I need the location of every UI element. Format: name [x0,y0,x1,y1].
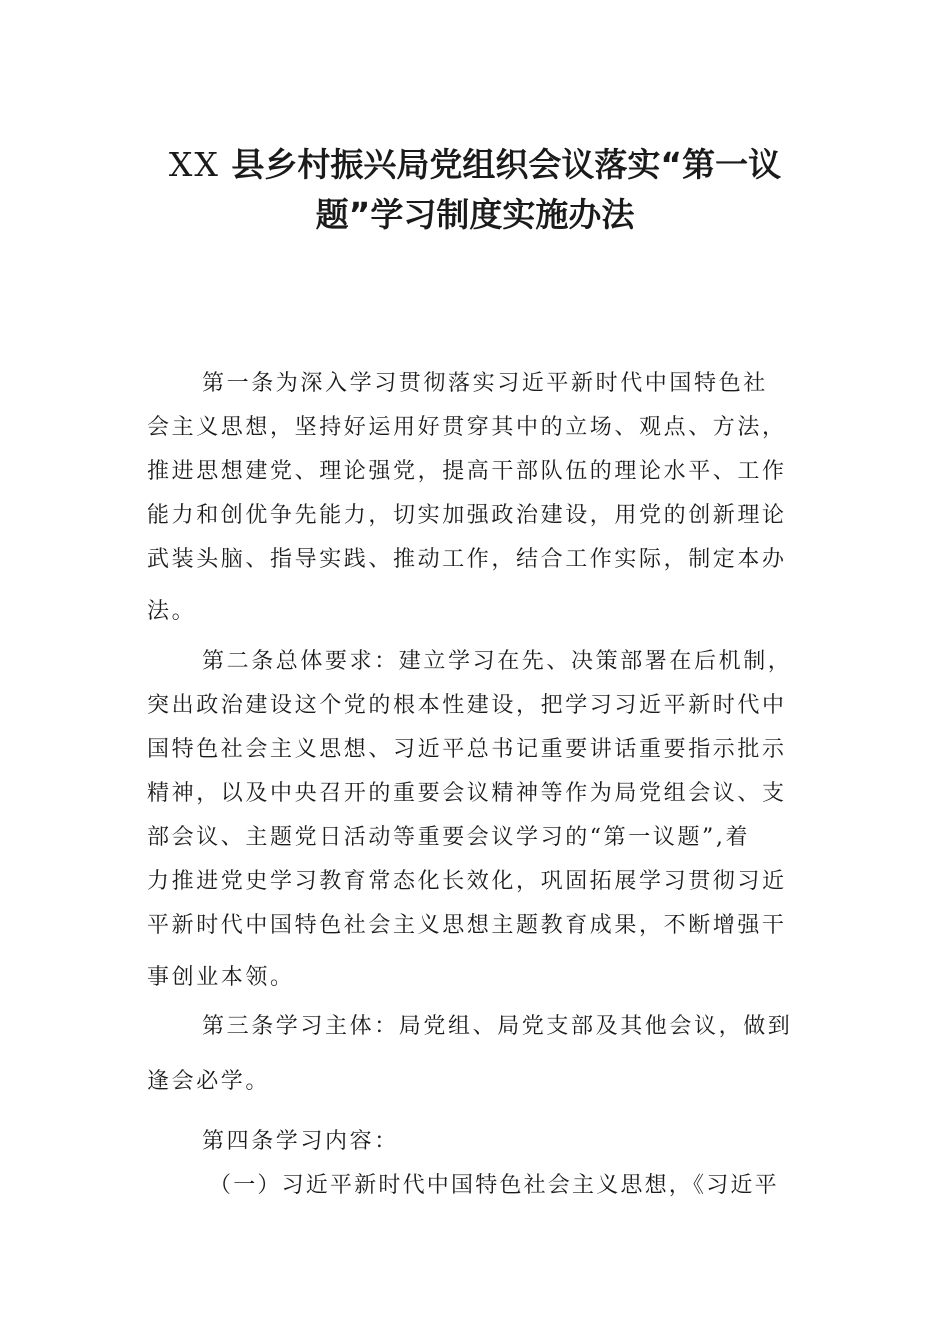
paragraph-line: 武装头脑、指导实践、推动工作，结合工作实际，制定本办 [147,547,787,572]
article-3-paragraph [147,1005,807,1104]
title-line-1-text: 县乡村振兴局党组织会议落实“第一议 [219,145,782,184]
paragraph-line: 突出政治建设这个党的根本性建设，把学习习近平新时代中 [147,693,787,718]
document-title-line-2: 题”学习制度实施办法 [315,195,635,234]
paragraph-line: 精神，以及中央召开的重要会议精神等作为局党组会议、支 [147,781,787,806]
paragraph-line: 第二条总体要求：建立学习在先、决策部署在后机制， [202,649,793,674]
paragraph-line: 平新时代中国特色社会主义思想主题教育成果，不断增强干 [147,913,787,938]
paragraph-line: 事创业本领。 [147,965,295,990]
paragraph-line: 力推进党史学习教育常态化长效化，巩固拓展学习贯彻习近 [147,869,787,894]
document-title-line-1 [120,140,830,190]
paragraph-line: 推进思想建党、理论强党，提高干部队伍的理论水平、工作 [147,459,787,484]
paragraph-line: 第三条学习主体：局党组、局党支部及其他会议，做到 [202,1014,793,1039]
paragraph-line: 部会议、主题党日活动等重要会议学习的“第一议题”,着 [147,825,751,850]
paragraph-line: 逢会必学。 [147,1069,271,1094]
paragraph-line: 能力和创优争先能力，切实加强政治建设，用党的创新理论 [147,503,787,528]
paragraph-line: 法。 [147,599,197,624]
article-4-heading: 第四条学习内容： [202,1129,399,1154]
title-county-placeholder: XX [168,145,220,184]
paragraph-line: 会主义思想，坚持好运用好贯穿其中的立场、观点、方法， [147,415,787,440]
article-1-paragraph [147,362,807,634]
paragraph-line: 第一条为深入学习贯彻落实习近平新时代中国特色社 [202,371,768,396]
article-4-item-1: （一）习近平新时代中国特色社会主义思想，《习近平 [209,1173,779,1198]
article-4-paragraph [147,1120,807,1208]
paragraph-line: 国特色社会主义思想、习近平总书记重要讲话重要指示批示 [147,737,787,762]
article-2-paragraph [147,640,807,1000]
